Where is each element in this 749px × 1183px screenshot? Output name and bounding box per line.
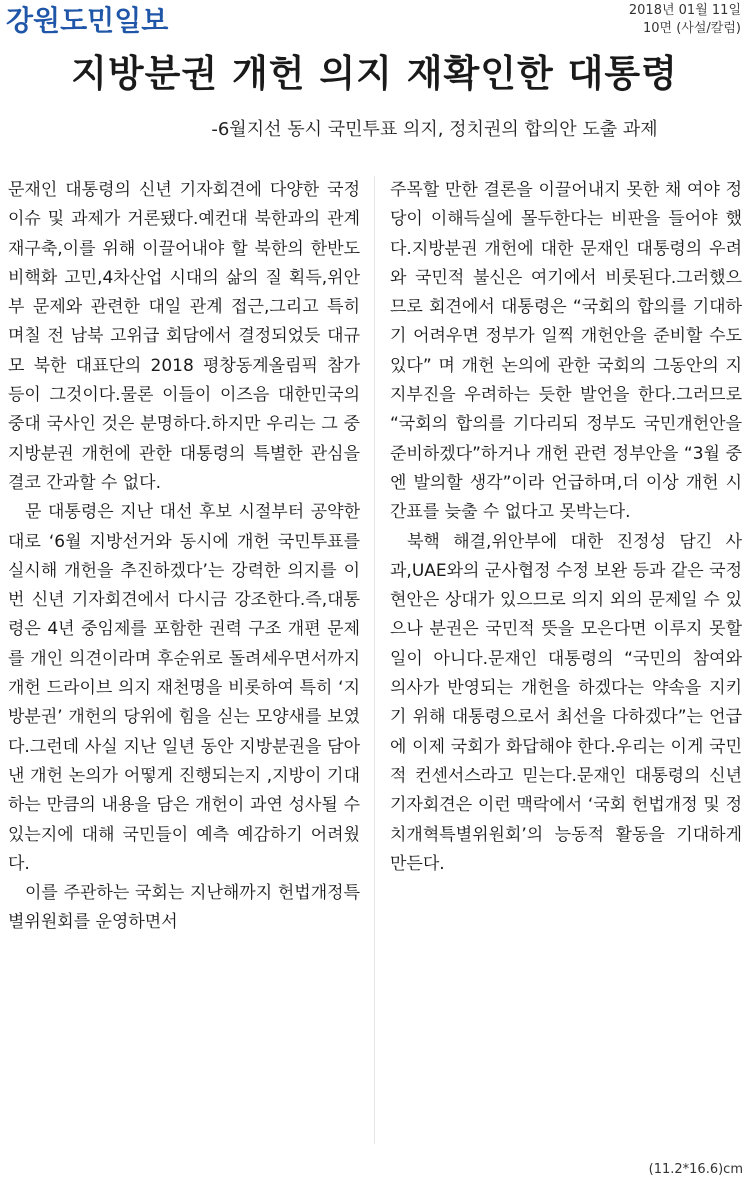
column-divider — [374, 176, 375, 1144]
article-paragraph: 문 대통령은 지난 대선 후보 시절부터 공약한 대로 ‘6월 지방선거와 동시에 개헌 국민투표를 실시해 개헌을 추진하겠다’는 강력한 의지를 이번 신년 기자회견에서 다시금 강조한다.즉,대통령은 4년 중임제를 포함한 권력 구조 개편 문제를 개인 의견이라며 후순위로 돌려세우면서까지 개헌 드라이브 의지 재천명을 비롯하여 특히 ‘지방분권’ 개헌의 당위에 힘을 싣는 모양새를 보였다.그런데 사실 지난 일년 동안 지방분권을 담아낸 개헌 논의가 어떻게 진행되는지 ,지방이 기대하는 만큼의 내용을 담은 개헌이 과연 성사될 수 있는지에 대해 국민들이 예측 예감하기 어려웠다. — [8, 502, 360, 874]
newspaper-logo: 강원도민일보 — [6, 4, 169, 37]
article-column-left — [8, 176, 360, 938]
article-paragraph: 이를 주관하는 국회는 지난해까지 헌법개정특별위원회를 운영하면서 — [8, 883, 360, 933]
article-subheadline: -6월지선 동시 국민투표 의지, 정치권의 합의안 도출 과제 — [211, 119, 658, 140]
article-column-right — [390, 176, 742, 879]
issue-meta — [629, 2, 741, 38]
article-headline: 지방분권 개헌 의지 재확인한 대통령 — [71, 52, 678, 95]
newspaper-masthead — [6, 2, 168, 42]
article-paragraph: 문재인 대통령의 신년 기자회견에 다양한 국정 이슈 및 과제가 거론됐다.예컨대 북한과의 관계 재구축,이를 위해 이끌어내야 할 북한의 한반도 비핵화 고민,4차산업 시대의 삶의 질 획득,위안부 문제와 관련한 대일 관계 접근,그리고 특히 며칠 전 남북 고위급 회담에서 결정되었듯 대규모 북한 대표단의 2018 평창동계올림픽 참가 등이 그것이다.물론 이들이 이즈음 대한민국의 중대 국사인 것은 분명하다.하지만 우리는 그 중 지방분권 개헌에 관한 대통령의 특별한 관심을 결코 간과할 수 없다. — [8, 180, 360, 493]
issue-section: 10면 (사설/칼럼) — [643, 21, 741, 36]
clipping-dimensions: (11.2*16.6)cm — [648, 1162, 743, 1177]
article-paragraph: 주목할 만한 결론을 이끌어내지 못한 채 여야 정당이 이해득실에 몰두한다는 비판을 들어야 했다.지방분권 개헌에 대한 문재인 대통령의 우려와 국민적 불신은 여기에서 비롯된다.그러했으므로 회견에서 대통령은 “국회의 합의를 기대하기 어려우면 정부가 일찍 개헌안을 준비할 수도 있다” 며 개헌 논의에 관한 국회의 그동안의 지지부진을 우려하는 듯한 발언을 한다.그러므로 “국회의 합의를 기다리되 정부도 국민개헌안을 준비하겠다”하거나 개헌 관련 정부안을 “3월 중엔 발의할 생각”이라 언급하며,더 이상 개헌 시간표를 늦출 수 없다고 못박는다. — [390, 180, 742, 523]
article-paragraph: 북핵 해결,위안부에 대한 진정성 담긴 사과,UAE와의 군사협정 수정 보완 등과 같은 국정 현안은 상대가 있으므로 의지 외의 문제일 수 있으나 분권은 국민적 뜻을 모은다면 이루지 못할 일이 아니다.문재인 대통령의 “국민의 참여와 의사가 반영되는 개헌을 하겠다는 약속을 지키기 위해 대통령으로서 최선을 다하겠다”는 언급에 이제 국회가 화답해야 한다.우리는 이게 국민적 컨센서스라고 믿는다.문재인 대통령의 신년 기자회견은 이런 맥락에서 ‘국회 헌법개정 및 정치개혁특별위원회’의 능동적 활동을 기대하게 만든다. — [390, 531, 742, 874]
issue-date: 2018년 01월 11일 — [628, 3, 741, 18]
